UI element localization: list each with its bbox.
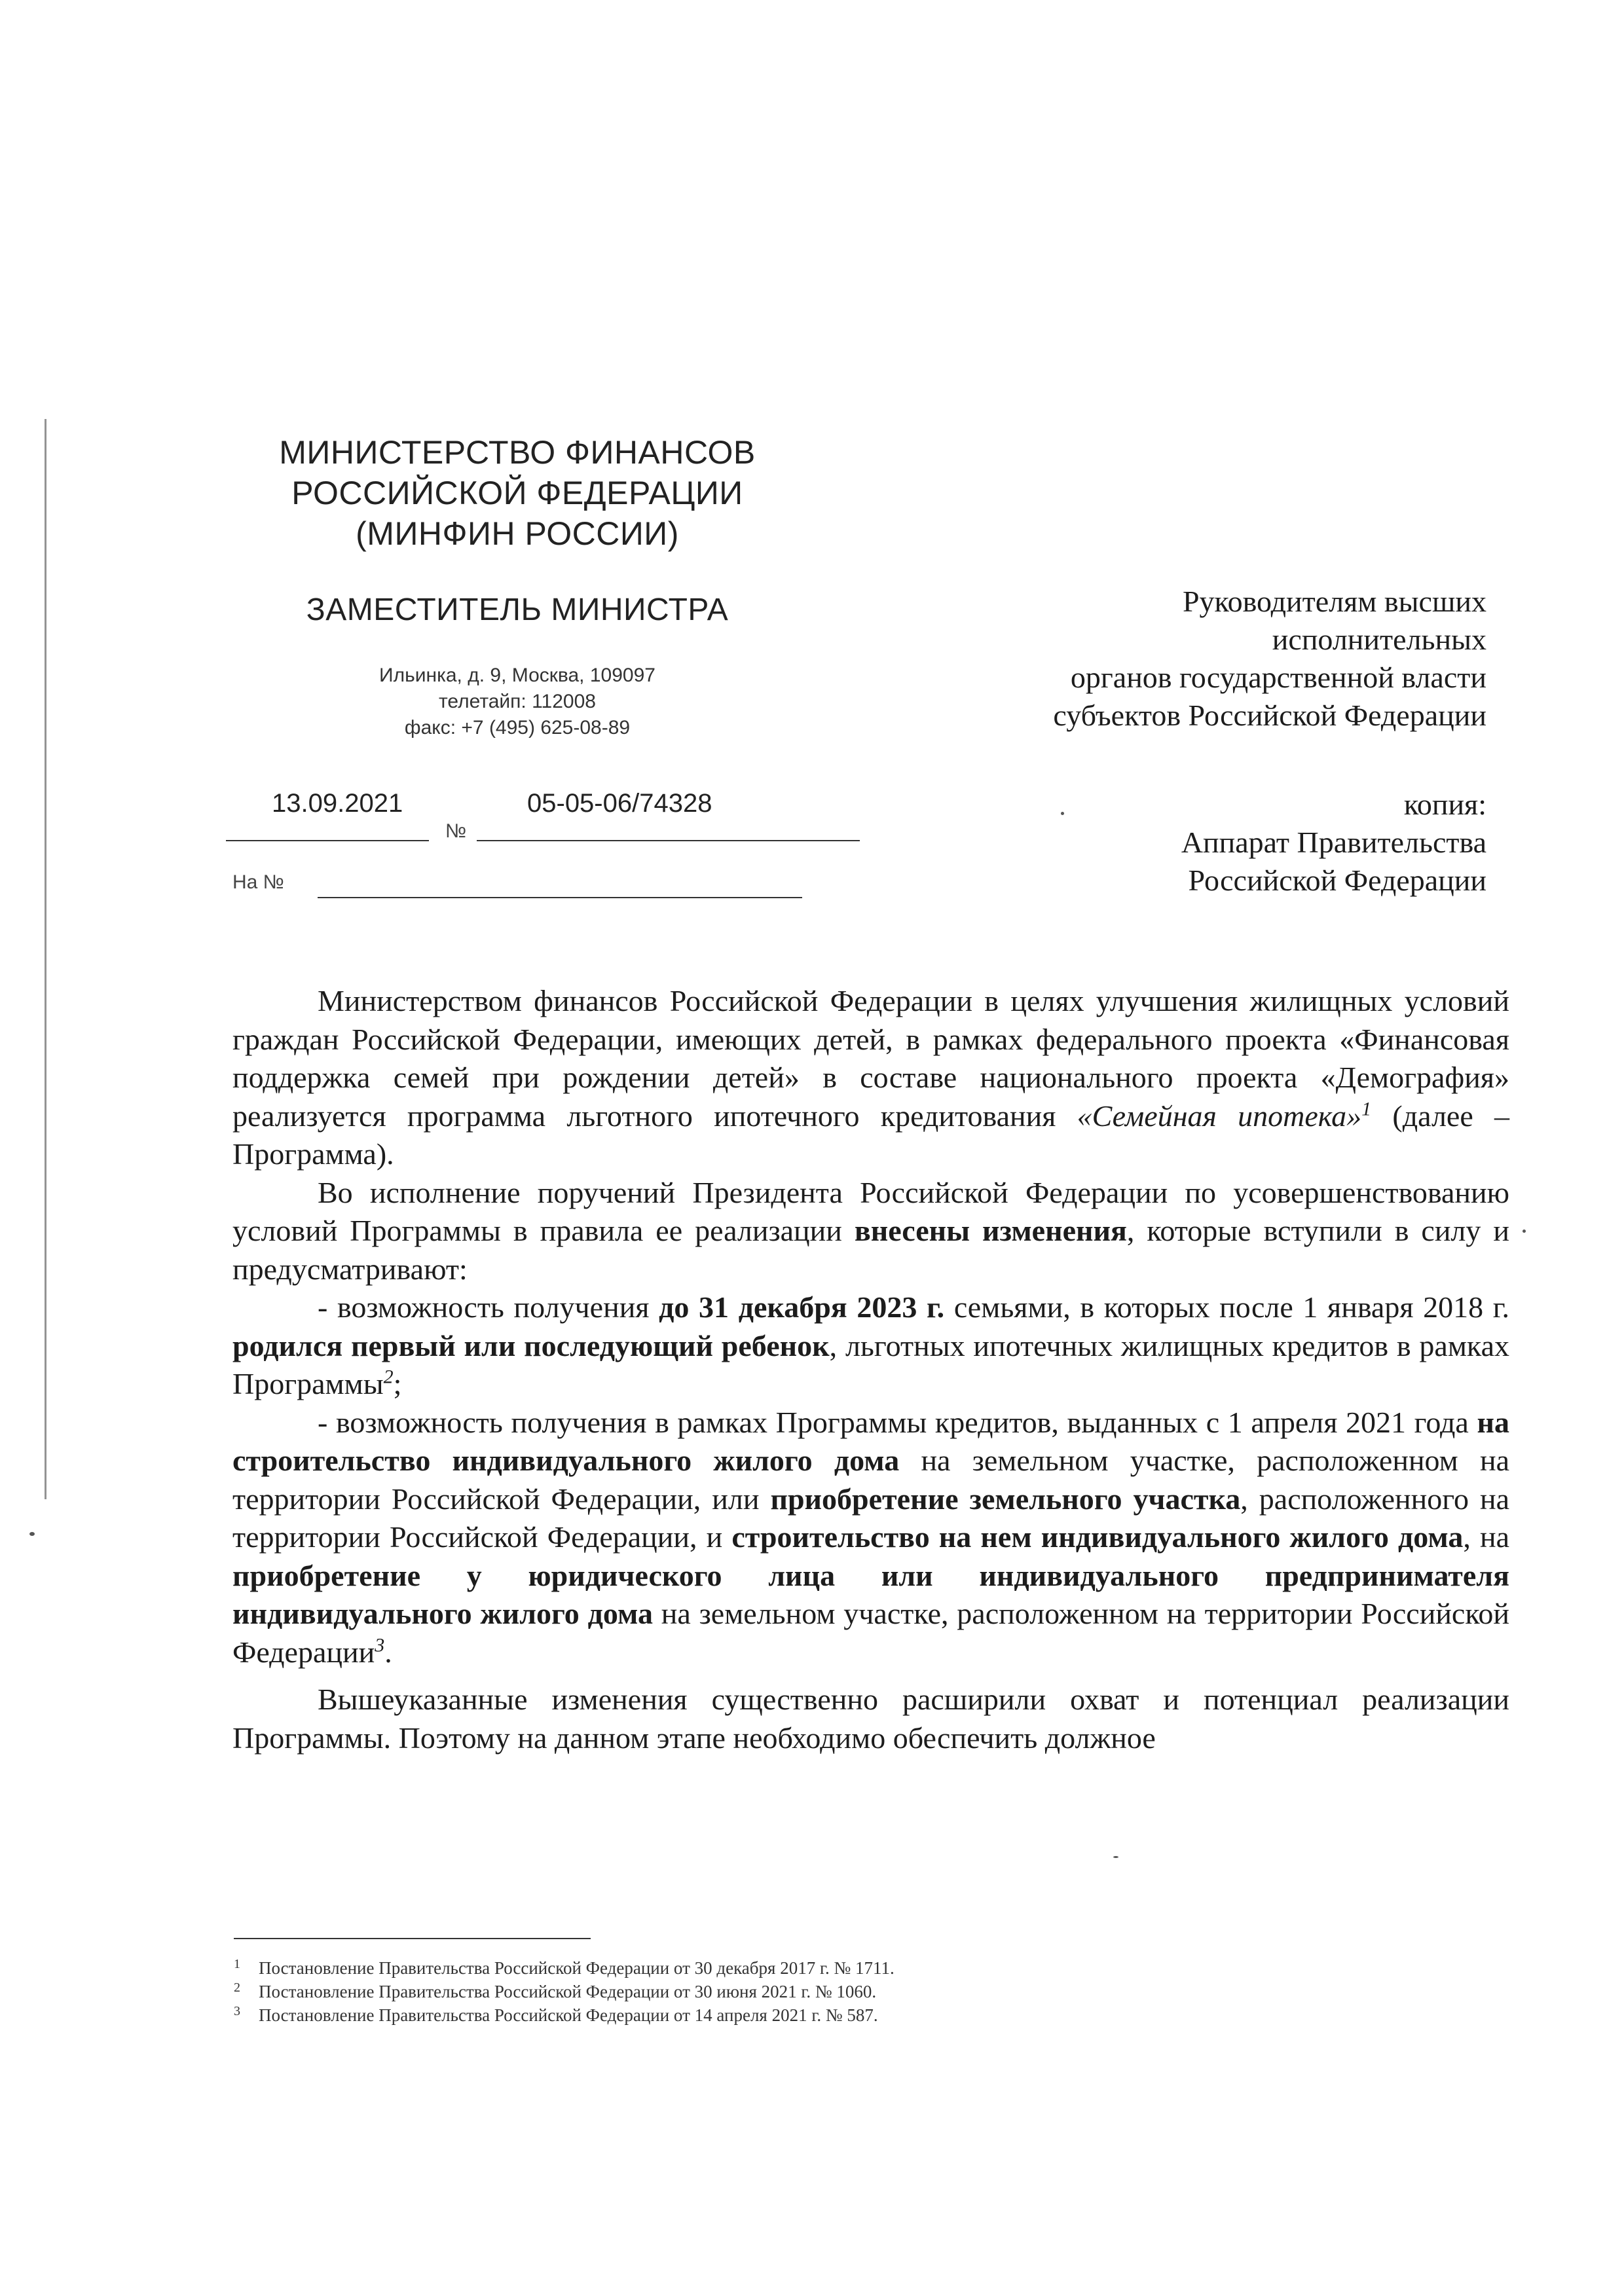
text-run: - возможность получения bbox=[318, 1290, 659, 1324]
list-item bbox=[232, 1288, 1509, 1404]
org-name-line: МИНИСТЕРСТВО ФИНАНСОВ bbox=[279, 434, 756, 471]
copy-recipients-block bbox=[897, 786, 1486, 900]
emphasis: внесены изменения bbox=[854, 1214, 1127, 1247]
number-sign: № bbox=[445, 820, 467, 842]
copy-recipient-line: Российской Федерации bbox=[1188, 864, 1486, 897]
recipients-block bbox=[897, 583, 1486, 735]
org-name-short: (МИНФИН РОССИИ) bbox=[356, 515, 679, 552]
deputy-minister-title: ЗАМЕСТИТЕЛЬ МИНИСТРА bbox=[306, 592, 729, 627]
text-run: (далее – Программа). bbox=[232, 1099, 1509, 1171]
footnote bbox=[234, 1956, 1282, 1980]
scan-edge-line bbox=[45, 419, 46, 1499]
copy-recipient-line: Аппарат Правительства bbox=[1181, 826, 1486, 859]
reference-underline bbox=[318, 897, 802, 898]
text-run: . bbox=[384, 1635, 392, 1669]
scan-speck bbox=[1522, 1230, 1526, 1233]
scan-speck bbox=[29, 1532, 35, 1536]
address-line: Ильинка, д. 9, Москва, 109097 bbox=[379, 665, 655, 686]
text-run: ; bbox=[393, 1367, 402, 1400]
recipient-line: Руководителям высших bbox=[1182, 585, 1486, 618]
scan-speck bbox=[1113, 1856, 1118, 1858]
emphasis: строительство на нем индивидуального жилого дома bbox=[731, 1520, 1464, 1554]
text-run: Министерством финансов Российской Федерации в целях улучшения жилищных условий граждан Российской Федерации, имеющих детей, в рамках федерального проекта «Финансовая поддержка семей при рождении детей» в составе национального проекта «Демография» реализуется программа льготного ипотечного кредитования bbox=[232, 984, 1509, 1133]
recipient-line: субъектов Российской Федерации bbox=[1053, 699, 1486, 732]
document-date: 13.09.2021 bbox=[272, 789, 403, 818]
paragraph-conclusion: Вышеуказанные изменения существенно расширили охват и потенциал реализации Программы. Поэтому на данном этапе необходимо обеспечить должное bbox=[232, 1683, 1509, 1755]
fax-line: факс: +7 (495) 625-08-89 bbox=[404, 717, 631, 738]
number-underline bbox=[477, 840, 860, 841]
program-name: «Семейная ипотека» bbox=[1077, 1099, 1362, 1133]
footnote bbox=[234, 1980, 1282, 2003]
teletype-line: телетайп: 112008 bbox=[439, 691, 596, 712]
recipient-line: исполнительных bbox=[1272, 623, 1486, 656]
text-run: , льготных ипотечных жилищных кредитов в рамках Программы bbox=[232, 1328, 1510, 1400]
org-name-line: РОССИЙСКОЙ ФЕДЕРАЦИИ bbox=[291, 475, 743, 511]
text-run: семьями, в которых после 1 января 2018 г. bbox=[944, 1290, 1509, 1324]
recipient-line: органов государственной власти bbox=[1070, 661, 1486, 694]
text-run: , которые вступили в силу и предусматривают: bbox=[232, 1214, 1509, 1286]
paragraph-changes bbox=[232, 1174, 1509, 1289]
text-run: , расположенного на территории Российской Федерации, и bbox=[232, 1482, 1509, 1554]
org-address bbox=[196, 663, 838, 741]
footnote-text: Постановление Правительства Российской Федерации от 30 декабря 2017 г. № 1711. bbox=[259, 1958, 895, 1978]
footnote-ref: 1 bbox=[1361, 1098, 1372, 1120]
text-run: Во исполнение поручений Президента Российской Федерации по усовершенствованию условий Программы в правила ее реализации bbox=[232, 1175, 1509, 1247]
text-run: , на bbox=[1463, 1520, 1509, 1554]
reference-label: На № bbox=[232, 871, 284, 893]
list-item bbox=[232, 1404, 1509, 1672]
reference-row bbox=[226, 867, 815, 907]
document-number: 05-05-06/74328 bbox=[527, 789, 712, 818]
text-run: - возможность получения в рамках Программы кредитов, выданных с 1 апреля 2021 года bbox=[318, 1405, 1477, 1439]
footnote-mark: 2 bbox=[234, 1980, 240, 1995]
emphasis: приобретение земельного участка bbox=[770, 1482, 1241, 1516]
date-underline bbox=[226, 840, 429, 841]
footnote-text: Постановление Правительства Российской Федерации от 30 июня 2021 г. № 1060. bbox=[259, 1982, 877, 2001]
text-run: на земельном участке, расположенном на территории Российской Федерации, или bbox=[232, 1444, 1509, 1516]
footnote bbox=[234, 2003, 1282, 2027]
footnote-text: Постановление Правительства Российской Федерации от 14 апреля 2021 г. № 587. bbox=[259, 2005, 878, 2025]
footnote-mark: 3 bbox=[234, 2004, 240, 2018]
emphasis: на строительство индивидуального жилого дома bbox=[232, 1405, 1509, 1477]
footnote-separator bbox=[234, 1938, 591, 1939]
footnote-ref: 2 bbox=[383, 1366, 394, 1388]
copy-label: копия: bbox=[1403, 788, 1486, 821]
letter-body bbox=[232, 982, 1509, 1757]
footnote-mark: 1 bbox=[234, 1957, 240, 1971]
footnote-ref: 3 bbox=[375, 1634, 385, 1656]
footnotes bbox=[234, 1956, 1282, 2027]
emphasis: родился первый или последующий ребенок bbox=[232, 1328, 830, 1362]
date-number-row bbox=[226, 789, 855, 841]
emphasis: приобретение у юридического лица или индивидуального предпринимателя индивидуального жилого дома bbox=[232, 1558, 1509, 1630]
org-header bbox=[196, 432, 838, 741]
text-run: на земельном участке, расположенном на территории Российской Федерации bbox=[232, 1597, 1509, 1669]
emphasis: до 31 декабря 2023 г. bbox=[659, 1290, 945, 1324]
paragraph-program-intro bbox=[232, 982, 1509, 1174]
